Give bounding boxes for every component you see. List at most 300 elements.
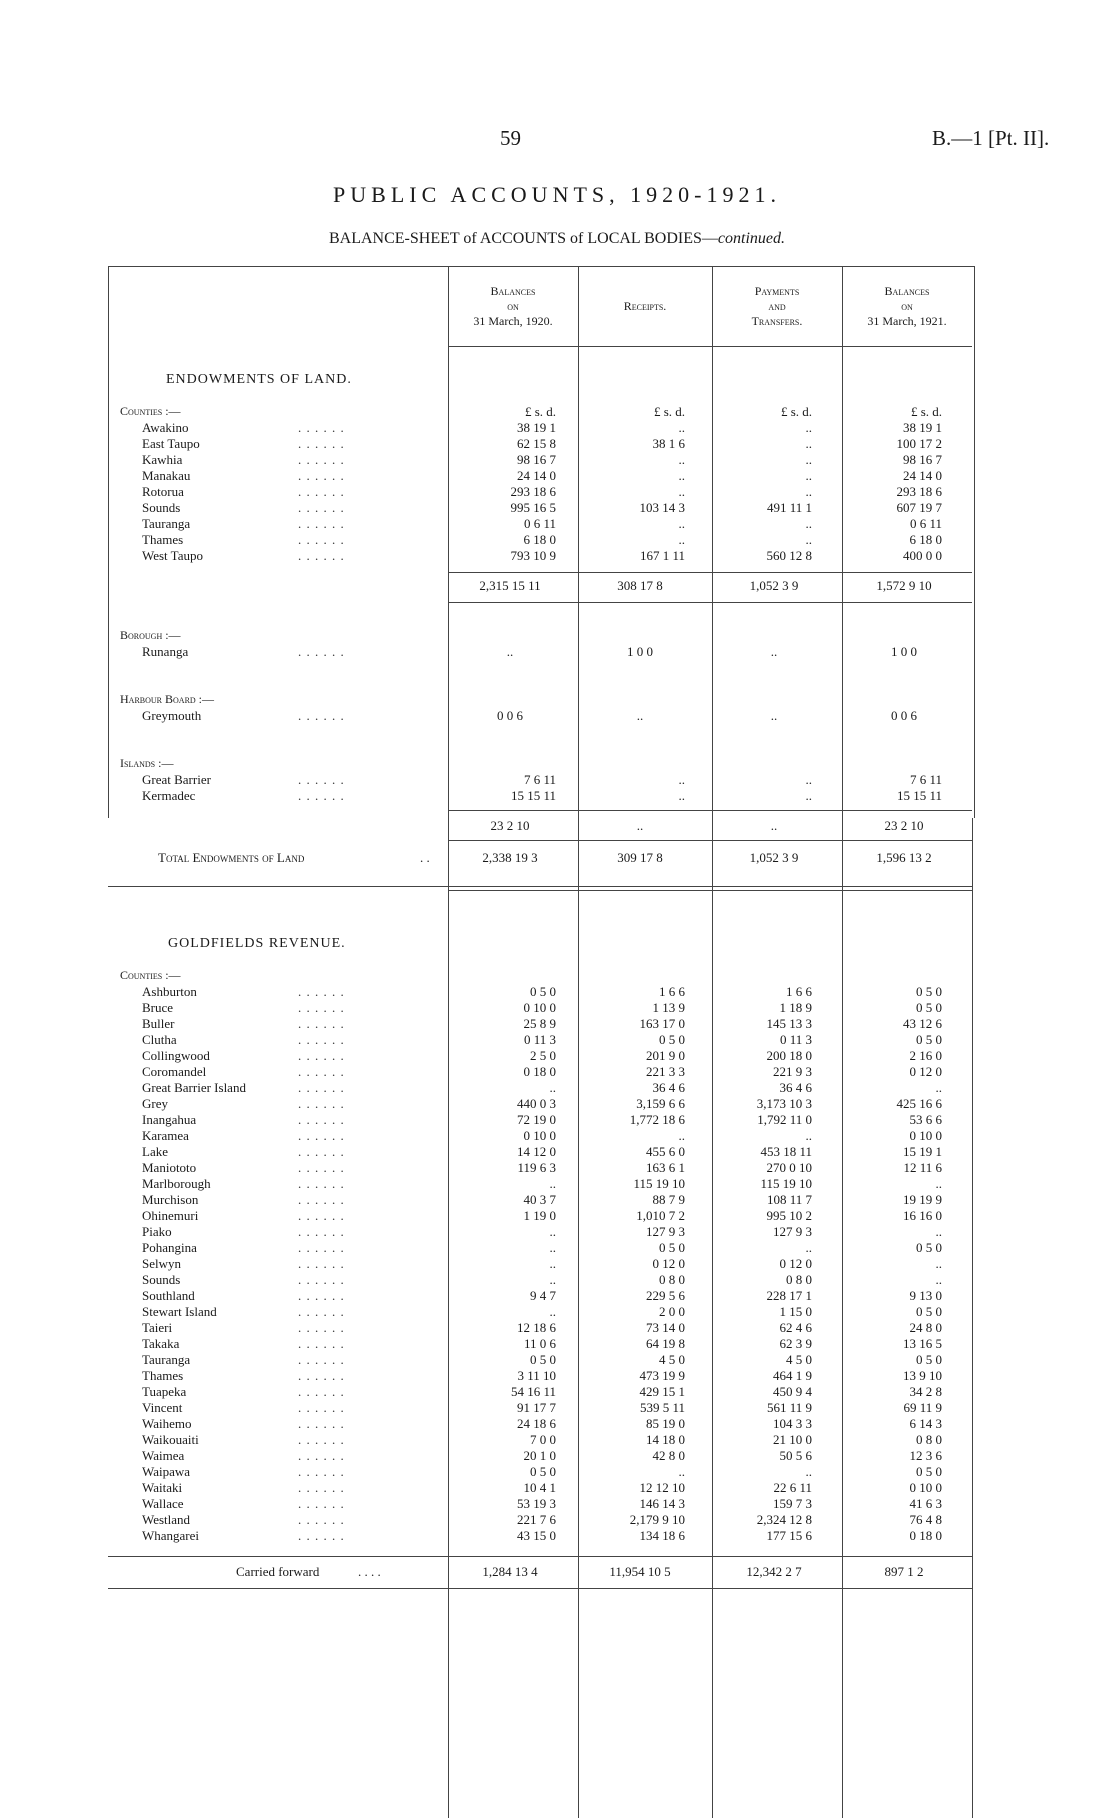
value-1920: 440 0 3 xyxy=(517,1096,556,1111)
value-payments: 177 15 6 xyxy=(766,1528,812,1543)
table-row xyxy=(0,468,1114,484)
table-row xyxy=(0,420,1114,436)
value-receipts: 127 9 3 xyxy=(646,1224,685,1239)
row-name: Vincent xyxy=(142,1400,183,1415)
value-1921: 0 5 0 xyxy=(916,1464,942,1479)
page-title: PUBLIC ACCOUNTS, 1920-1921. xyxy=(333,182,781,207)
value-receipts: 539 5 11 xyxy=(639,1400,685,1415)
value-receipts: 88 7 9 xyxy=(652,1192,685,1207)
col-header-line: Balances xyxy=(490,284,536,298)
subtotal-rule xyxy=(448,602,972,603)
value-1921: .. xyxy=(935,1176,942,1191)
value-1920: 0 5 0 xyxy=(530,1464,556,1479)
carried-forward-label: Carried forward xyxy=(236,1564,320,1579)
value-1921: 6 14 3 xyxy=(909,1416,942,1431)
leader-dots: . . . . . . xyxy=(298,1448,345,1463)
value-receipts: 163 6 1 xyxy=(646,1160,685,1175)
value-1921: 6 18 0 xyxy=(909,532,942,547)
value-receipts: 0 12 0 xyxy=(652,1256,685,1271)
leader-dots: . . . . . . xyxy=(298,1512,345,1527)
row-name: Kawhia xyxy=(142,452,183,467)
grand-total-receipts: 309 17 8 xyxy=(617,850,663,865)
value-1921: 16 16 0 xyxy=(903,1208,942,1223)
value-payments: .. xyxy=(770,644,778,659)
value-receipts: 115 19 10 xyxy=(633,1176,685,1191)
table-row xyxy=(0,1224,1114,1240)
leader-dots: . . . . . . xyxy=(298,1112,345,1127)
table-row xyxy=(0,708,1114,724)
value-payments: 21 10 0 xyxy=(773,1432,812,1447)
value-1921: 24 8 0 xyxy=(909,1320,942,1335)
row-name: Tuapeka xyxy=(142,1384,187,1399)
value-1920: 9 4 7 xyxy=(530,1288,556,1303)
leader-dots: . . . . . . xyxy=(298,1528,345,1543)
value-payments: 491 11 1 xyxy=(766,500,812,515)
section-rule xyxy=(448,890,972,891)
leader-dots: . . . . . . xyxy=(298,984,345,999)
value-1920: 7 0 0 xyxy=(530,1432,556,1447)
table-row xyxy=(0,1112,1114,1128)
table-row xyxy=(0,484,1114,500)
leader-dots: . . . . . . xyxy=(298,1352,345,1367)
table-row xyxy=(0,1496,1114,1512)
table-row xyxy=(0,1160,1114,1176)
value-1921: 425 16 6 xyxy=(896,1096,942,1111)
leader-dots: . . . . . . xyxy=(298,1208,345,1223)
value-payments: 127 9 3 xyxy=(773,1224,812,1239)
row-name: Bruce xyxy=(142,1000,174,1015)
table-row xyxy=(0,1336,1114,1352)
leader-dots: . . . . . . xyxy=(298,1400,345,1415)
value-payments: 115 19 10 xyxy=(760,1176,812,1191)
leader-dots: . . . . . . xyxy=(298,468,345,483)
value-payments: 995 10 2 xyxy=(766,1208,812,1223)
row-name: Tauranga xyxy=(142,1352,191,1367)
value-1920: .. xyxy=(506,644,514,659)
table-row xyxy=(0,548,1114,564)
row-name: Clutha xyxy=(142,1032,177,1047)
leader-dots: . . . . . . xyxy=(298,1416,345,1431)
value-payments: 50 5 6 xyxy=(779,1448,812,1463)
col-header-line: Transfers. xyxy=(751,314,803,328)
value-1920: 1 19 0 xyxy=(523,1208,556,1223)
value-payments: 1 15 0 xyxy=(779,1304,812,1319)
value-receipts: 85 19 0 xyxy=(646,1416,685,1431)
value-receipts: 12 12 10 xyxy=(639,1480,685,1495)
table-row xyxy=(0,1320,1114,1336)
table-row xyxy=(0,1240,1114,1256)
table-row xyxy=(0,1288,1114,1304)
table-row xyxy=(0,516,1114,532)
row-name: Awakino xyxy=(142,420,189,435)
value-1921: 0 12 0 xyxy=(909,1064,942,1079)
value-1920: 53 19 3 xyxy=(517,1496,556,1511)
value-payments: 1 6 6 xyxy=(786,984,812,999)
value-1921: 38 19 1 xyxy=(903,420,942,435)
leader-dots: . . . . . . xyxy=(298,548,345,563)
leader-dots: . . . . . . xyxy=(298,500,345,515)
table-row xyxy=(0,1432,1114,1448)
value-1921: 0 18 0 xyxy=(909,1528,942,1543)
col-header-line: 31 March, 1920. xyxy=(473,314,553,328)
value-payments: 221 9 3 xyxy=(773,1064,812,1079)
table-row xyxy=(0,1016,1114,1032)
row-name: Sounds xyxy=(142,500,181,515)
value-payments: 464 1 9 xyxy=(773,1368,812,1383)
value-payments: .. xyxy=(805,484,812,499)
endowment-counties-total-payments: 1,052 3 9 xyxy=(749,578,799,593)
value-payments: .. xyxy=(805,1128,812,1143)
value-1920: 98 16 7 xyxy=(517,452,556,467)
row-name: West Taupo xyxy=(142,548,203,563)
islands-total-1920: 23 2 10 xyxy=(490,818,530,833)
table-row xyxy=(0,1448,1114,1464)
leader-dots: . . . . . . xyxy=(298,1368,345,1383)
category-borough: Borough :— xyxy=(120,628,181,642)
table-row xyxy=(0,1528,1114,1544)
row-name: Southland xyxy=(142,1288,195,1303)
table-top-rule xyxy=(108,266,974,267)
value-payments: 4 5 0 xyxy=(786,1352,812,1367)
value-1920: 91 17 7 xyxy=(517,1400,556,1415)
value-1920: 0 5 0 xyxy=(530,984,556,999)
value-receipts: 229 5 6 xyxy=(646,1288,685,1303)
row-name: Taieri xyxy=(142,1320,173,1335)
subtotal-rule xyxy=(108,1556,972,1557)
leader-dots: . . . . . . xyxy=(298,1256,345,1271)
value-payments: .. xyxy=(805,452,812,467)
col-header-balances-1920 xyxy=(448,284,578,329)
row-name: Waitaki xyxy=(142,1480,183,1495)
value-payments: 0 12 0 xyxy=(779,1256,812,1271)
category-harbour-board: Harbour Board :— xyxy=(120,692,215,706)
row-name: Coromandel xyxy=(142,1064,207,1079)
row-name: Waimea xyxy=(142,1448,185,1463)
leader-dots: . . . . . . xyxy=(298,1432,345,1447)
value-receipts: 3,159 6 6 xyxy=(636,1096,685,1111)
value-payments: 200 18 0 xyxy=(766,1048,812,1063)
row-name: Runanga xyxy=(142,644,189,659)
row-name: Waikouaiti xyxy=(142,1432,199,1447)
table-row xyxy=(0,1272,1114,1288)
leader-dots: . . . . . . xyxy=(298,516,345,531)
value-1921: 0 5 0 xyxy=(916,1304,942,1319)
value-payments: .. xyxy=(805,420,812,435)
leader-dots: . . . . . . xyxy=(298,1144,345,1159)
value-1921: 0 5 0 xyxy=(916,1240,942,1255)
value-1921: 43 12 6 xyxy=(903,1016,942,1031)
page-reference: B.—1 [Pt. II]. xyxy=(932,126,1050,150)
row-name: Collingwood xyxy=(142,1048,210,1063)
leader-dots: . . . . . . xyxy=(298,1064,345,1079)
section-rule xyxy=(108,886,972,887)
row-name: Great Barrier xyxy=(142,772,211,787)
row-name: Tauranga xyxy=(142,516,191,531)
leader-dots: . . . . . . xyxy=(298,1032,345,1047)
table-row xyxy=(0,1128,1114,1144)
leader-dots: . . . . . . xyxy=(298,436,345,451)
value-payments: 159 7 3 xyxy=(773,1496,812,1511)
value-receipts: 14 18 0 xyxy=(646,1432,685,1447)
category-counties: Counties :— xyxy=(120,968,181,982)
value-1921: 0 10 0 xyxy=(909,1128,942,1143)
endowment-counties-total-1920: 2,315 15 11 xyxy=(479,578,541,593)
leader-dots: . . . . . . xyxy=(298,1240,345,1255)
table-row xyxy=(0,1080,1114,1096)
value-payments: 104 3 3 xyxy=(773,1416,812,1431)
value-payments: .. xyxy=(805,516,812,531)
value-receipts: .. xyxy=(678,772,685,787)
value-1920: 0 6 11 xyxy=(523,516,556,531)
table-row xyxy=(0,1048,1114,1064)
row-name: East Taupo xyxy=(142,436,200,451)
leader-dots: . . . . . . xyxy=(298,1224,345,1239)
value-1920: .. xyxy=(549,1272,556,1287)
value-1920: 0 10 0 xyxy=(523,1128,556,1143)
value-1921: 100 17 2 xyxy=(896,436,942,451)
value-1920: 24 14 0 xyxy=(517,468,556,483)
endowment-counties-total-1921: 1,572 9 10 xyxy=(876,578,932,593)
value-1921: 24 14 0 xyxy=(903,468,942,483)
table-row xyxy=(0,532,1114,548)
carried-payments: 12,342 2 7 xyxy=(746,1564,802,1579)
table-row xyxy=(0,1384,1114,1400)
value-payments: 450 9 4 xyxy=(773,1384,812,1399)
value-1921: 9 13 0 xyxy=(909,1288,942,1303)
grand-total-1921: 1,596 13 2 xyxy=(876,850,932,865)
value-payments: .. xyxy=(805,468,812,483)
value-1920: 2 5 0 xyxy=(530,1048,556,1063)
value-1920: 119 6 3 xyxy=(517,1160,556,1175)
value-payments: 270 0 10 xyxy=(766,1160,812,1175)
leader-dots: . . . . . . xyxy=(298,1288,345,1303)
col-header-line: Payments xyxy=(754,284,800,298)
row-name: Inangahua xyxy=(142,1112,197,1127)
leader-dots: . . . . . . xyxy=(298,1160,345,1175)
value-payments: .. xyxy=(805,1464,812,1479)
value-payments: 1,792 11 0 xyxy=(757,1112,812,1127)
value-1920: 6 18 0 xyxy=(523,532,556,547)
leader-dots: . . . . . . xyxy=(298,788,345,803)
value-receipts: .. xyxy=(678,484,685,499)
value-payments: 0 8 0 xyxy=(786,1272,812,1287)
table-row xyxy=(0,1256,1114,1272)
table-row xyxy=(0,1512,1114,1528)
leader-dots: . . xyxy=(420,850,430,865)
col-header-line: on xyxy=(507,299,519,313)
value-1921: 2 16 0 xyxy=(909,1048,942,1063)
value-payments: 2,324 12 8 xyxy=(756,1512,812,1527)
row-name: Karamea xyxy=(142,1128,189,1143)
value-receipts: 1,010 7 2 xyxy=(636,1208,685,1223)
table-row xyxy=(0,500,1114,516)
islands-total-receipts: .. xyxy=(636,818,644,833)
table-row xyxy=(0,1096,1114,1112)
subtitle-main: BALANCE-SHEET of ACCOUNTS of LOCAL BODIES— xyxy=(329,230,718,247)
value-receipts: 64 19 8 xyxy=(646,1336,685,1351)
value-payments: 108 11 7 xyxy=(766,1192,812,1207)
value-1920: 293 18 6 xyxy=(510,484,556,499)
value-1921: 98 16 7 xyxy=(903,452,942,467)
islands-total-1921: 23 2 10 xyxy=(884,818,924,833)
value-1920: 0 5 0 xyxy=(530,1352,556,1367)
value-receipts: .. xyxy=(678,532,685,547)
col-header-line: on xyxy=(901,299,913,313)
value-1921: 0 6 11 xyxy=(909,516,942,531)
table-row xyxy=(0,1480,1114,1496)
value-payments: 453 18 11 xyxy=(760,1144,812,1159)
row-name: Wallace xyxy=(142,1496,184,1511)
value-payments: .. xyxy=(770,708,778,723)
leader-dots: . . . . . . xyxy=(298,1096,345,1111)
subtotal-rule xyxy=(448,810,972,811)
value-receipts: .. xyxy=(678,420,685,435)
value-1920: 10 4 1 xyxy=(523,1480,556,1495)
row-name: Westland xyxy=(142,1512,191,1527)
grand-total-label: Total Endowments of Land xyxy=(158,850,305,865)
leader-dots: . . . . . . xyxy=(298,1464,345,1479)
leader-dots: . . . . . . xyxy=(298,1480,345,1495)
value-1921: 1 0 0 xyxy=(891,644,917,659)
subtotal-rule xyxy=(448,840,972,841)
value-receipts: .. xyxy=(678,788,685,803)
endowment-counties-total-receipts: 308 17 8 xyxy=(617,578,663,593)
header-bottom-rule xyxy=(448,346,972,347)
value-receipts: 0 5 0 xyxy=(659,1032,685,1047)
leader-dots: . . . . . . xyxy=(298,772,345,787)
leader-dots: . . . . . . xyxy=(298,644,345,659)
currency-label: £ s. d. xyxy=(910,404,942,419)
value-payments: 36 4 6 xyxy=(779,1080,812,1095)
currency-label: £ s. d. xyxy=(653,404,685,419)
value-payments: 3,173 10 3 xyxy=(756,1096,812,1111)
table-row xyxy=(0,1064,1114,1080)
carried-receipts: 11,954 10 5 xyxy=(609,1564,671,1579)
value-receipts: 455 6 0 xyxy=(646,1144,685,1159)
value-payments: 560 12 8 xyxy=(766,548,812,563)
row-name: Ohinemuri xyxy=(142,1208,199,1223)
value-receipts: 36 4 6 xyxy=(652,1080,685,1095)
value-1920: 793 10 9 xyxy=(510,548,556,563)
value-1920: .. xyxy=(549,1256,556,1271)
currency-label: £ s. d. xyxy=(524,404,556,419)
value-payments: 145 13 3 xyxy=(766,1016,812,1031)
value-1920: 43 15 0 xyxy=(517,1528,556,1543)
value-1920: 995 16 5 xyxy=(510,500,556,515)
table-row xyxy=(0,1416,1114,1432)
value-receipts: 2,179 9 10 xyxy=(629,1512,685,1527)
value-receipts: .. xyxy=(636,708,644,723)
value-1921: 15 15 11 xyxy=(896,788,942,803)
value-payments: .. xyxy=(805,1240,812,1255)
value-receipts: 1 13 9 xyxy=(652,1000,685,1015)
col-header-balances-1921 xyxy=(842,284,972,329)
value-receipts: 2 0 0 xyxy=(659,1304,685,1319)
leader-dots: . . . . . . xyxy=(298,452,345,467)
islands-total-payments: .. xyxy=(770,818,778,833)
row-name: Marlborough xyxy=(142,1176,211,1191)
category-islands: Islands :— xyxy=(120,756,174,770)
col-header-line: and xyxy=(768,299,786,313)
value-1920: 15 15 11 xyxy=(510,788,556,803)
table-row xyxy=(0,644,1114,660)
table-bottom-rule xyxy=(108,1588,972,1589)
value-receipts: 73 14 0 xyxy=(646,1320,685,1335)
leader-dots: . . . . . . xyxy=(298,1304,345,1319)
table-row xyxy=(0,1144,1114,1160)
leader-dots: . . . . . . xyxy=(298,420,345,435)
value-1920: 12 18 6 xyxy=(517,1320,556,1335)
value-receipts: 4 5 0 xyxy=(659,1352,685,1367)
value-1921: .. xyxy=(935,1256,942,1271)
value-1921: 7 6 11 xyxy=(909,772,942,787)
value-payments: 0 11 3 xyxy=(779,1032,812,1047)
category-counties: Counties :— xyxy=(120,404,181,418)
value-payments: 22 6 11 xyxy=(773,1480,812,1495)
table-row xyxy=(0,1208,1114,1224)
value-receipts: 38 1 6 xyxy=(652,436,685,451)
row-name: Sounds xyxy=(142,1272,181,1287)
value-receipts: .. xyxy=(678,452,685,467)
table-row xyxy=(0,1352,1114,1368)
row-name: Takaka xyxy=(142,1336,180,1351)
value-1920: 3 11 10 xyxy=(517,1368,556,1383)
value-payments: 62 4 6 xyxy=(779,1320,812,1335)
value-1920: 0 18 0 xyxy=(523,1064,556,1079)
value-receipts: .. xyxy=(678,1128,685,1143)
row-name: Greymouth xyxy=(142,708,202,723)
row-name: Maniototo xyxy=(142,1160,197,1175)
section-heading-endowments: ENDOWMENTS OF LAND. xyxy=(166,372,352,387)
table-row xyxy=(0,1304,1114,1320)
value-1921: 19 19 9 xyxy=(903,1192,942,1207)
table-row xyxy=(0,1368,1114,1384)
value-1920: 14 12 0 xyxy=(517,1144,556,1159)
table-row xyxy=(0,1176,1114,1192)
row-name: Buller xyxy=(142,1016,175,1031)
value-1921: 0 8 0 xyxy=(916,1432,942,1447)
value-1920: 62 15 8 xyxy=(517,436,556,451)
value-1920: .. xyxy=(549,1080,556,1095)
row-name: Piako xyxy=(142,1224,172,1239)
value-1921: 400 0 0 xyxy=(903,548,942,563)
value-1921: 0 5 0 xyxy=(916,1032,942,1047)
value-receipts: 163 17 0 xyxy=(639,1016,685,1031)
value-1920: 11 0 6 xyxy=(523,1336,556,1351)
value-receipts: 221 3 3 xyxy=(646,1064,685,1079)
value-1921: 15 19 1 xyxy=(903,1144,942,1159)
row-name: Whangarei xyxy=(142,1528,200,1543)
value-payments: .. xyxy=(805,788,812,803)
grand-total-1920: 2,338 19 3 xyxy=(482,850,538,865)
section-heading-goldfields: GOLDFIELDS REVENUE. xyxy=(168,936,346,951)
value-receipts: 103 14 3 xyxy=(639,500,685,515)
table-row xyxy=(0,1032,1114,1048)
value-receipts: 0 5 0 xyxy=(659,1240,685,1255)
value-1921: 12 3 6 xyxy=(909,1448,942,1463)
value-1921: 34 2 8 xyxy=(909,1384,942,1399)
leader-dots: . . . . . . xyxy=(298,1080,345,1095)
subtitle-continued: continued. xyxy=(717,230,785,247)
table-row xyxy=(0,436,1114,452)
col-header-line: Balances xyxy=(884,284,930,298)
value-1921: 69 11 9 xyxy=(903,1400,942,1415)
value-1921: .. xyxy=(935,1272,942,1287)
leader-dots: . . . . . . xyxy=(298,1016,345,1031)
subtotal-rule xyxy=(448,572,972,573)
page-number: 59 xyxy=(500,126,521,150)
row-name: Waihemo xyxy=(142,1416,192,1431)
